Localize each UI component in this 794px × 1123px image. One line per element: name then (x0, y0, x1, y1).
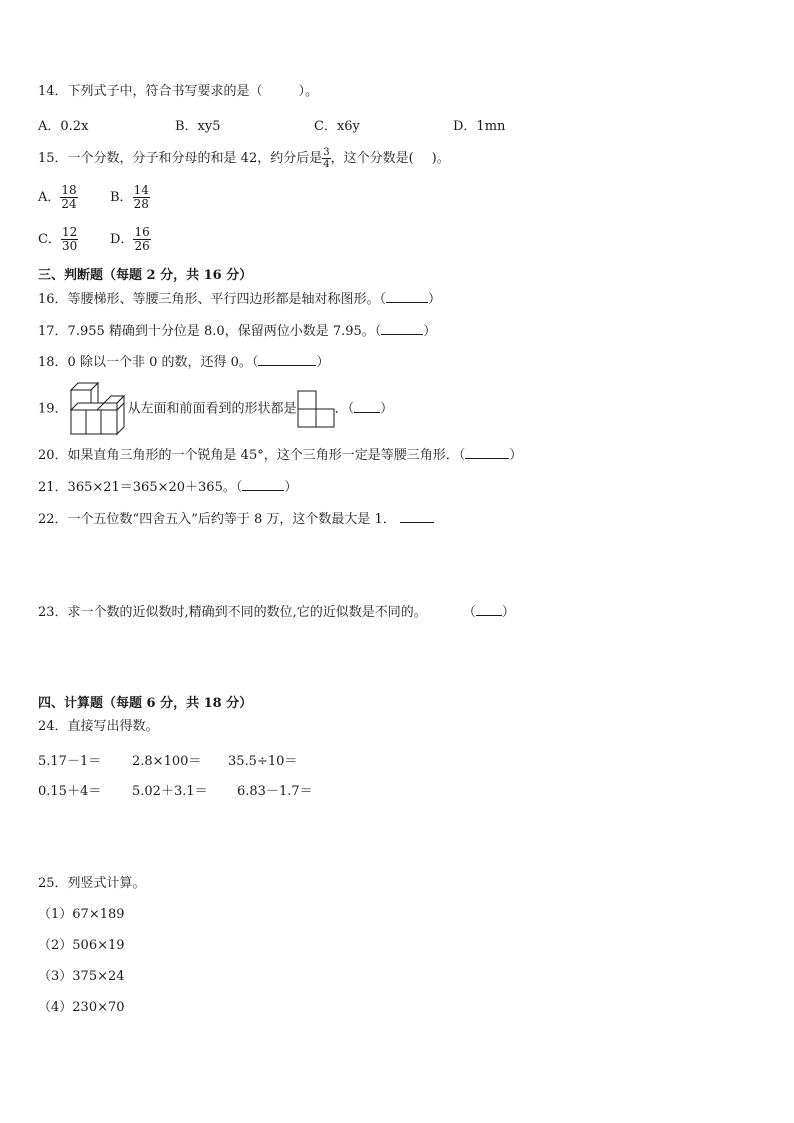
q15-option-b[interactable]: B． $\frac{14}{28}$ (110, 183, 149, 211)
list-item: （2）506×19 (38, 938, 125, 953)
fraction: $\frac{12}{30}$ (61, 225, 78, 253)
answer-blank[interactable] (354, 400, 380, 413)
question-22: 22．一个五位数“四舍五入”后约等于 8 万，这个数最大是 1． (38, 510, 434, 529)
q14-option-d[interactable]: D．1mn (453, 119, 506, 134)
view-shape-icon (297, 389, 335, 429)
q15-option-a[interactable]: A． $\frac{18}{24}$ (38, 183, 77, 211)
calc-item: 35.5÷10＝ (228, 754, 298, 769)
question-20: 20．如果直角三角形的一个锐角是 45°，这个三角形一定是等腰三角形．（ ） (38, 448, 523, 463)
list-item: （1）67×189 (38, 907, 125, 922)
question-14: 14．下列式子中，符合书写要求的是（ ）。 (38, 84, 319, 99)
answer-blank[interactable] (263, 83, 299, 95)
section-4-heading: 四、计算题（每题 6 分，共 18 分） (38, 696, 253, 711)
question-15: 15．一个分数，分子和分母的和是 42，约分后是 $\frac{3}{4}$ ，这个分数是( )。 (38, 147, 450, 170)
calc-item: 2.8×100＝ (132, 754, 202, 769)
answer-blank[interactable] (242, 478, 284, 491)
list-item: （4）230×70 (38, 1000, 125, 1015)
q15-option-d[interactable]: D． $\frac{16}{26}$ (110, 225, 150, 253)
calc-item: 0.15＋4＝ (38, 784, 102, 799)
question-16: 16．等腰梯形、等腰三角形、平行四边形都是轴对称图形。（ ） (38, 292, 442, 307)
q14-option-c[interactable]: C．x6y (314, 119, 360, 134)
question-18: 18．0 除以一个非 0 的数，还得 0。（ ） (38, 355, 330, 370)
answer-blank[interactable] (258, 353, 316, 366)
cube-stack-icon (68, 380, 128, 438)
fraction: $\frac{16}{26}$ (134, 225, 150, 253)
answer-blank[interactable] (476, 603, 502, 616)
question-14-stem: 14．下列式子中，符合书写要求的是（ (38, 84, 263, 99)
calc-item: 5.02＋3.1＝ (132, 784, 208, 799)
q14-option-a[interactable]: A．0.2x (38, 119, 89, 134)
fraction: $\frac{14}{28}$ (133, 183, 149, 211)
question-17: 17．7.955 精确到十分位是 8.0，保留两位小数是 7.95。（ ） (38, 324, 437, 339)
list-item: （3）375×24 (38, 969, 125, 984)
section-3-heading: 三、判断题（每题 2 分，共 16 分） (38, 268, 253, 283)
answer-blank[interactable] (465, 446, 509, 459)
fraction: $\frac{18}{24}$ (61, 183, 77, 211)
q14-option-b[interactable]: B．xy5 (175, 119, 221, 134)
answer-blank[interactable] (386, 290, 428, 303)
question-25-title: 25．列竖式计算。 (38, 876, 146, 891)
question-21: 21．365×21＝365×20＋365。（ ） (38, 480, 298, 495)
answer-blank[interactable] (381, 322, 423, 335)
question-19: 19． 从左面和前面看到的形状都是 ．（ ） (38, 380, 393, 440)
q15-option-c[interactable]: C． $\frac{12}{30}$ (38, 225, 78, 253)
question-24-title: 24．直接写出得数。 (38, 719, 159, 734)
calc-item: 6.83－1.7＝ (237, 784, 313, 799)
question-23: 23．求一个数的近似数时,精确到不同的数位,它的近似数是不同的。 （ ） (38, 605, 515, 620)
calc-item: 5.17－1＝ (38, 754, 102, 769)
answer-blank[interactable] (400, 510, 434, 523)
fraction: $\frac{3}{4}$ (323, 147, 330, 170)
